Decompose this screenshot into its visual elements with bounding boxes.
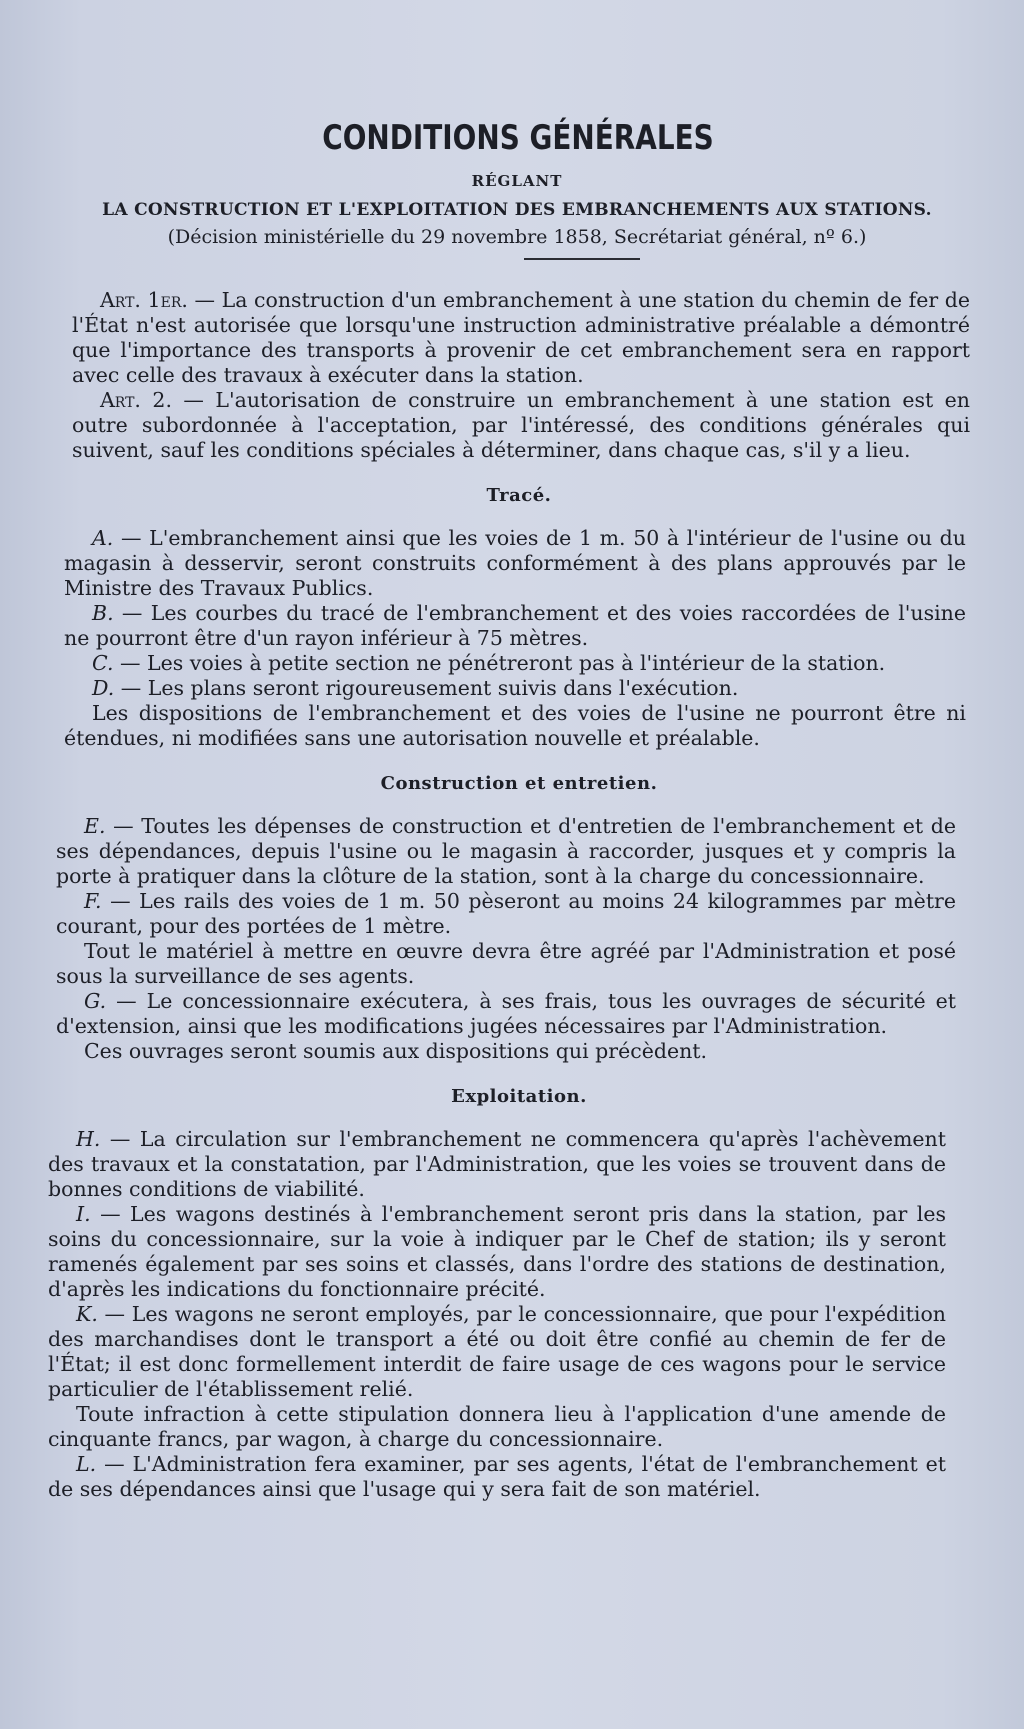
- paragraph-text: — Les wagons ne seront employés, par le concessionnaire, que pour l'expédition des marchandises dont le transport a été ou doit être confié au chemin de fer de l'État; il est donc formellement interdit de faire usage de ces wagons pour le service particulier de l'établissement relié.: [48, 1302, 946, 1401]
- decision-reference: (Décision ministérielle du 29 novembre 1858, Secrétariat général, nº 6.): [167, 226, 867, 248]
- document-title: CONDITIONS GÉNÉRALES: [322, 118, 714, 158]
- article-1: [72, 288, 970, 388]
- paragraph-text: — L'embranchement ainsi que les voies de 1 m. 50 à l'intérieur de l'usine ou du magasin à desservir, seront construits conformément à des plans approuvés par le Ministre des Travaux Publics.: [64, 526, 966, 600]
- paragraph-e: [56, 814, 956, 889]
- section-heading-trace: Tracé.: [486, 485, 552, 506]
- paragraph-text: — Les voies à petite section ne pénétreront pas à l'intérieur de la station.: [113, 651, 886, 675]
- paragraph-ouvrages: [56, 1039, 956, 1064]
- paragraph-d: [64, 676, 966, 701]
- article-text: — L'autorisation de construire un embranchement à une station est en outre subordonnée à l'acceptation, par l'intéressé, des conditions générales qui suivent, sauf les conditions spéciales à déterminer, dans chaque cas, s'il y a lieu.: [72, 388, 971, 462]
- paragraph-text: — Les rails des voies de 1 m. 50 pèseront au moins 24 kilogrammes par mètre courant, pour des portées de 1 mètre.: [56, 889, 956, 938]
- paragraph-dispositions: [64, 701, 966, 751]
- paragraph-letter: A.: [92, 526, 114, 550]
- document-subtitle: LA CONSTRUCTION ET L'EXPLOITATION DES EMBRANCHEMENTS AUX STATIONS.: [102, 200, 932, 220]
- paragraph-letter: K.: [76, 1302, 98, 1326]
- paragraph-text: — Le concessionnaire exécutera, à ses frais, tous les ouvrages de sécurité et d'extension, ainsi que les modifications jugées nécessaires par l'Administration.: [56, 989, 956, 1038]
- paragraph-text: Ces ouvrages seront soumis aux dispositions qui précèdent.: [84, 1039, 708, 1063]
- article-text: — La construction d'un embranchement à une station du chemin de fer de l'État n'est autorisée que lorsqu'une instruction administrative préalable a démontré que l'importance des transports à provenir de cet embranchement sera en rapport avec celle des travaux à exécuter dans la station.: [72, 288, 970, 387]
- paragraph-text: — La circulation sur l'embranchement ne commencera qu'après l'achèvement des travaux et la constatation, par l'Administration, que les voies se trouvent dans de bonnes conditions de viabilité.: [48, 1127, 946, 1201]
- trace-block: [48, 526, 970, 751]
- document-reglant: RÉGLANT: [471, 172, 563, 190]
- paragraph-letter: B.: [92, 601, 114, 625]
- section-heading-construction: Construction et entretien.: [380, 773, 658, 794]
- paragraph-text: — Toutes les dépenses de construction et d'entretien de l'embranchement et de ses dépendances, depuis l'usine ou le magasin à raccorder, jusques et y compris la porte à pratiquer dans la clôture de la station, sont à la charge du concessionnaire.: [56, 814, 956, 888]
- paragraph-text: Toute infraction à cette stipulation donnera lieu à l'application d'une amende de cinquante francs, par wagon, à charge du concessionnaire.: [48, 1402, 946, 1451]
- paragraph-text: Tout le matériel à mettre en œuvre devra être agréé par l'Administration et posé sous la surveillance de ses agents.: [56, 939, 956, 988]
- paragraph-letter: F.: [84, 889, 102, 913]
- articles-block: [48, 288, 970, 463]
- paragraph-materiel: [56, 939, 956, 989]
- paragraph-i: [48, 1202, 946, 1302]
- section-heading-exploitation: Exploitation.: [451, 1086, 587, 1107]
- paragraph-l: [48, 1452, 946, 1502]
- paragraph-letter: D.: [92, 676, 115, 700]
- paragraph-letter: G.: [84, 989, 107, 1013]
- paragraph-h: [48, 1127, 946, 1202]
- exploitation-block: [48, 1127, 970, 1502]
- article-label: Art. 2.: [100, 388, 172, 412]
- divider-rule: [524, 258, 640, 260]
- paragraph-g: [56, 989, 956, 1039]
- article-2: [72, 388, 970, 463]
- paragraph-text: — L'Administration fera examiner, par ses agents, l'état de l'embranchement et de ses dépendances ainsi que l'usage qui y sera fait de son matériel.: [48, 1452, 946, 1501]
- paragraph-text: Les dispositions de l'embranchement et des voies de l'usine ne pourront être ni étendues, ni modifiées sans une autorisation nouvelle et préalable.: [64, 701, 966, 750]
- construction-block: [48, 814, 970, 1064]
- paragraph-letter: E.: [84, 814, 106, 838]
- paragraph-text: — Les plans seront rigoureusement suivis dans l'exécution.: [114, 676, 739, 700]
- paragraph-letter: L.: [76, 1452, 97, 1476]
- article-label: Art. 1er.: [100, 288, 188, 312]
- paragraph-infraction: [48, 1402, 946, 1452]
- paragraph-letter: C.: [92, 651, 114, 675]
- paragraph-c: [64, 651, 966, 676]
- paragraph-k: [48, 1302, 946, 1402]
- paragraph-letter: I.: [76, 1202, 91, 1226]
- paragraph-b: [64, 601, 966, 651]
- paragraph-a: [64, 526, 966, 601]
- paragraph-f: [56, 889, 956, 939]
- paragraph-text: — Les courbes du tracé de l'embranchement et des voies raccordées de l'usine ne pourront être d'un rayon inférieur à 75 mètres.: [64, 601, 966, 650]
- paragraph-letter: H.: [76, 1127, 101, 1151]
- paragraph-text: — Les wagons destinés à l'embranchement seront pris dans la station, par les soins du concessionnaire, sur la voie à indiquer par le Chef de station; ils y seront ramenés également par ses soins et classés, dans l'ordre des stations de destination, d'après les indications du fonctionnaire précité.: [48, 1202, 946, 1301]
